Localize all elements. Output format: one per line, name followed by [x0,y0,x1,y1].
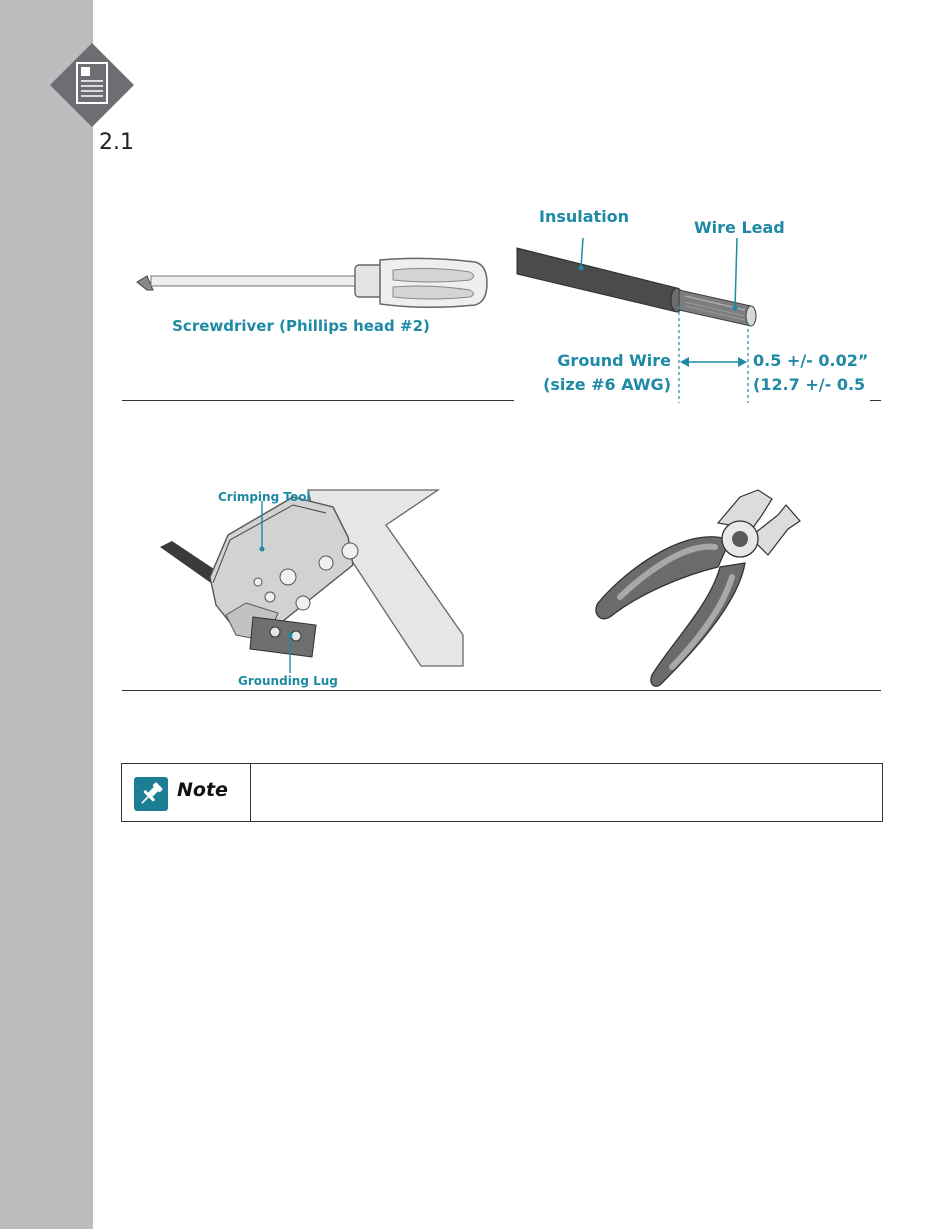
document-icon [49,42,135,128]
screwdriver-label: Screwdriver (Phillips head #2) [172,317,430,335]
ground-wire-size-label: (size #6 AWG) [543,375,671,394]
strip-length-label: 0.5 +/- 0.02” [753,351,869,370]
note-box [121,763,883,822]
page-sidebar [0,0,93,1229]
crimping-tool-figure [158,485,466,690]
crimping-tool-icon [160,490,463,666]
strip-length-metric-label: (12.7 +/- 0.5 [753,375,866,394]
ground-wire-figure [515,198,881,403]
note-badge [134,777,168,811]
ground-wire-label: Ground Wire [557,351,671,370]
crimping-tool-label: Crimping Tool [218,490,311,504]
wire-lead-label: Wire Lead [694,218,785,237]
ground-wire-icon [517,248,756,326]
insulation-label: Insulation [539,207,630,226]
table-row-divider [122,400,514,401]
note-header [122,764,251,821]
pliers-icon [596,490,800,686]
screwdriver-figure [125,240,500,340]
pliers-figure [590,485,815,690]
screwdriver-icon [137,258,487,307]
table-row-divider [122,690,881,691]
table-row-divider [870,400,881,401]
note-label: Note [177,779,228,801]
pushpin-icon [134,777,168,811]
grounding-lug-label: Grounding Lug [238,674,338,688]
section-number: 2.1 [99,130,134,155]
